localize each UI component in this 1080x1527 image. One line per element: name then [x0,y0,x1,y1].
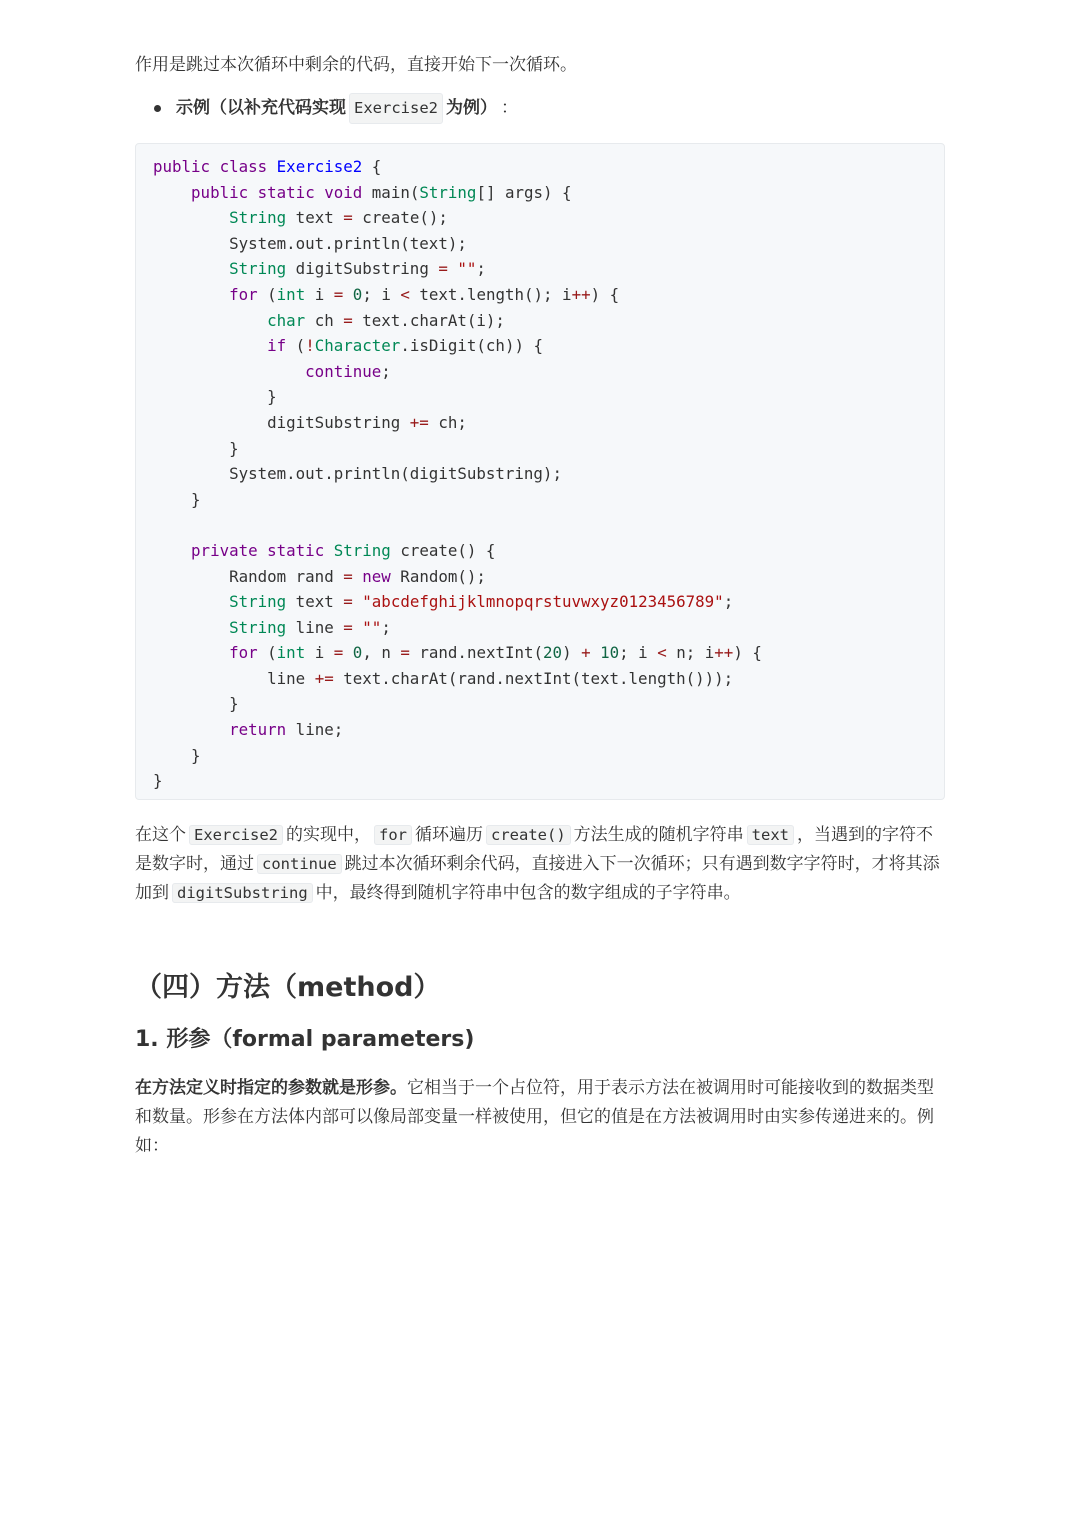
param-body-text: 它相当于一个占位符，用于表示方法在被调用时可能接收到的数据类型和数量。形参在方法体内部可以像局部变量一样被使用，但它的值是在方法被调用时由实参传递进来的。例如： [135,1078,934,1156]
code-line: String text = create(); [229,208,448,228]
code-line: public class Exercise2 { [153,157,382,176]
section-heading: （四）方法（method） [135,972,441,1003]
explain-text-7: 中，最终得到随机字符串中包含的数字组成的子字符串。 [315,883,741,903]
explain-text-1: 在这个 [135,825,186,845]
inline-code-continue: continue [257,854,342,874]
bullet-dot-icon [154,105,161,112]
code-line: for (int i = 0, n = rand.nextInt(20) + 10; i < n; i++) { [229,643,762,663]
subsection-heading: 1. 形参（formal parameters) [135,1027,475,1052]
code-line: String text = "abcdefghijklmnopqrstuvwxyz0123456789"; [229,592,734,612]
code-line: String digitSubstring = ""; [229,259,486,279]
code-line: public static void main(String[] args) { [191,182,572,202]
code-line: } [153,438,239,458]
inline-code-exercise2: Exercise2 [189,825,283,845]
bullet-label-suffix: 为例） [446,98,497,118]
explanation-paragraph [135,821,945,908]
inline-code-for: for [374,825,412,845]
code-line: line += text.charAt(rand.nextInt(text.length())); [153,668,734,688]
code-line: } [153,694,239,714]
code-line: System.out.println(digitSubstring); [153,464,562,484]
code-content [153,154,944,794]
explain-text-5: ，当遇到的字符不是数字时，通过 [135,825,933,874]
bullet-inline-code: Exercise2 [349,93,443,124]
bullet-label-prefix: 示例（以补充代码实现 [176,98,346,118]
inline-code-digitsubstring: digitSubstring [172,883,313,903]
code-line: } [153,745,201,765]
example-bullet [135,93,945,124]
explain-text-2: 的实现中， [286,825,371,845]
code-block [135,143,945,800]
explain-text-6: 跳过本次循环剩余代码，直接进入下一次循环；只有遇到数字字符时，才将其添加到 [135,854,940,903]
code-line: continue; [305,361,391,381]
intro-paragraph: 作用是跳过本次循环中剩余的代码，直接开始下一次循环。 [135,55,577,75]
code-line: } [153,489,201,509]
code-line: private static String create() { [191,540,496,560]
code-line: return line; [229,720,344,740]
code-line: } [153,771,163,791]
explain-text-4: 方法生成的随机字符串 [573,825,744,845]
code-line: String line = ""; [229,617,391,637]
code-line: char ch = text.charAt(i); [267,310,505,330]
code-line: } [153,387,277,407]
code-line: Random rand = new Random(); [153,566,486,586]
code-line: for (int i = 0; i < text.length(); i++) { [229,284,620,304]
bullet-colon: ： [501,98,518,118]
inline-code-text: text [747,825,794,845]
code-line: System.out.println(text); [153,233,467,253]
param-bold-lead: 在方法定义时指定的参数就是形参。 [135,1078,407,1098]
code-line: digitSubstring += ch; [153,412,467,432]
inline-code-create: create() [486,825,571,845]
code-line: if (!Character.isDigit(ch)) { [267,336,543,356]
formal-parameters-paragraph [135,1074,945,1161]
explain-text-3: 循环遍历 [415,825,483,845]
